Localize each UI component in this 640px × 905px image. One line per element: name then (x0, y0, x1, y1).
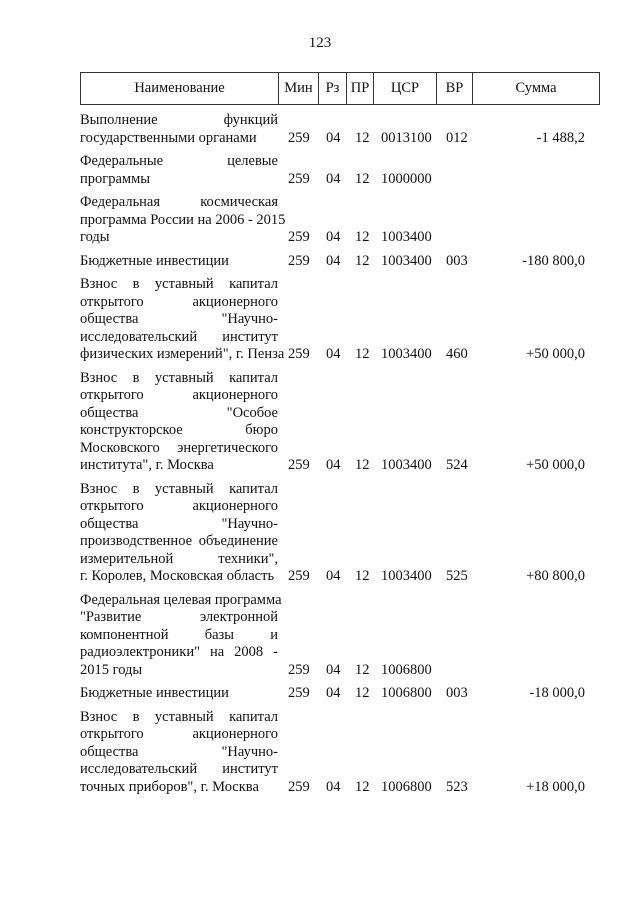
row-name-line: конструкторское бюро (80, 422, 278, 438)
row-values (80, 662, 600, 680)
row-name-line: общества "Научно- (80, 743, 278, 760)
row-name-line: программа России на 2006 - 2015 (80, 211, 286, 228)
row-values (80, 253, 600, 271)
cell-vr: 012 (446, 129, 468, 146)
cell-csr: 1006800 (381, 685, 432, 701)
cell-sum: -180 800,0 (522, 252, 585, 269)
cell-sum: -1 488,2 (536, 129, 585, 146)
cell-min: 259 (288, 685, 310, 701)
row-name-line: Взнос в уставный капитал (80, 369, 278, 386)
row-name-line: Взнос в уставный капитал (80, 480, 278, 497)
cell-pr: 12 (355, 129, 370, 146)
row-values (80, 685, 600, 703)
table-row (80, 709, 600, 797)
cell-vr: 003 (446, 252, 468, 269)
table-row (80, 253, 600, 271)
cell-pr: 12 (355, 252, 370, 269)
cell-sum: +18 000,0 (526, 778, 585, 795)
cell-csr: 0013100 (381, 129, 432, 146)
row-name-line: общества "Особое (80, 404, 278, 421)
cell-min: 259 (288, 778, 310, 795)
cell-pr: 12 (355, 685, 370, 701)
cell-csr: 1003400 (381, 346, 432, 362)
cell-vr: 525 (446, 568, 468, 584)
cell-min: 259 (288, 170, 310, 187)
cell-rz: 04 (326, 778, 341, 795)
cell-pr: 12 (355, 346, 370, 362)
cell-vr: 524 (446, 457, 468, 473)
table-row (80, 685, 600, 703)
table-row (80, 592, 600, 680)
table-row (80, 153, 600, 188)
cell-vr: 523 (446, 778, 468, 795)
row-values (80, 568, 600, 586)
row-name-line: Выполнение функций (80, 112, 278, 128)
header-min: Мин (279, 73, 319, 104)
cell-min: 259 (288, 252, 310, 269)
row-name-line: физических измерений", г. Пенза (80, 346, 285, 362)
cell-pr: 12 (355, 778, 370, 795)
row-name-line: открытого акционерного (80, 726, 278, 742)
cell-pr: 12 (355, 457, 370, 473)
cell-csr: 1000000 (381, 170, 432, 187)
row-name-line: производственное объединение (80, 533, 278, 549)
cell-sum: -18 000,0 (529, 685, 585, 701)
row-name-line: измерительной техники", (80, 550, 278, 567)
cell-csr: 1003400 (381, 252, 432, 269)
row-name-line: "Развитие электронной (80, 609, 278, 625)
table-row (80, 112, 600, 147)
row-name-line: общества "Научно- (80, 311, 278, 327)
table-row (80, 194, 600, 247)
cell-rz: 04 (326, 457, 341, 473)
cell-min: 259 (288, 457, 310, 473)
cell-pr: 12 (355, 661, 370, 678)
row-values (80, 779, 600, 797)
row-name-line: точных приборов", г. Москва (80, 778, 259, 795)
cell-rz: 04 (326, 568, 341, 584)
row-name-line: радиоэлектроники" на 2008 - (80, 644, 278, 660)
row-name-line: открытого акционерного (80, 293, 278, 310)
header-name: Наименование (81, 73, 279, 104)
row-values (80, 130, 600, 148)
cell-sum: +80 800,0 (526, 568, 585, 584)
row-name-line: Взнос в уставный капитал (80, 276, 278, 292)
row-name-line: государственными органами (80, 129, 257, 146)
cell-pr: 12 (355, 229, 370, 245)
row-name-line: института", г. Москва (80, 457, 214, 473)
cell-rz: 04 (326, 252, 341, 269)
page-number: 123 (308, 35, 332, 51)
cell-pr: 12 (355, 170, 370, 187)
row-name-line: исследовательский институт (80, 761, 278, 777)
row-name-line: Бюджетные инвестиции (80, 252, 229, 269)
row-name-line: годы (80, 229, 110, 245)
cell-vr: 003 (446, 685, 468, 701)
table-header (80, 72, 600, 105)
row-name-line: открытого акционерного (80, 498, 278, 514)
row-name-line: Федеральная космическая (80, 194, 278, 210)
cell-rz: 04 (326, 170, 341, 187)
row-values (80, 457, 600, 475)
cell-rz: 04 (326, 229, 341, 245)
row-name-line: открытого акционерного (80, 387, 278, 403)
row-name-line: программы (80, 170, 150, 187)
cell-rz: 04 (326, 346, 341, 362)
row-values (80, 229, 600, 247)
row-name-line: г. Королев, Московская область (80, 568, 275, 584)
cell-min: 259 (288, 229, 310, 245)
header-vr: ВР (437, 73, 473, 104)
cell-min: 259 (288, 346, 310, 362)
cell-sum: +50 000,0 (526, 346, 585, 362)
row-name-line: Бюджетные инвестиции (80, 685, 229, 701)
header-pr: ПР (347, 73, 374, 104)
row-name-line: Взнос в уставный капитал (80, 708, 278, 725)
cell-vr: 460 (446, 346, 468, 362)
cell-rz: 04 (326, 129, 341, 146)
row-name-line: Московского энергетического (80, 439, 278, 456)
cell-csr: 1003400 (381, 457, 432, 473)
cell-sum: +50 000,0 (526, 457, 585, 473)
cell-csr: 1006800 (381, 778, 432, 795)
row-name-line: Федеральные целевые (80, 153, 278, 169)
cell-csr: 1006800 (381, 661, 432, 678)
row-values (80, 346, 600, 364)
header-csr: ЦСР (374, 73, 437, 104)
cell-csr: 1003400 (381, 568, 432, 584)
table-row (80, 481, 600, 586)
row-name-line: общества "Научно- (80, 515, 278, 532)
cell-pr: 12 (355, 568, 370, 584)
cell-rz: 04 (326, 685, 341, 701)
row-values (80, 171, 600, 189)
cell-min: 259 (288, 661, 310, 678)
cell-rz: 04 (326, 661, 341, 678)
row-name-line: компонентной базы и (80, 626, 278, 643)
table-body (80, 112, 600, 802)
row-name-line: исследовательский институт (80, 328, 278, 345)
header-rz: Рз (319, 73, 347, 104)
row-name-line: Федеральная целевая программа (80, 591, 282, 608)
cell-csr: 1003400 (381, 229, 432, 245)
row-name-line: 2015 годы (80, 661, 143, 678)
table-row (80, 370, 600, 475)
cell-min: 259 (288, 568, 310, 584)
header-sum: Сумма (515, 80, 557, 96)
table-row (80, 276, 600, 364)
cell-min: 259 (288, 129, 310, 146)
